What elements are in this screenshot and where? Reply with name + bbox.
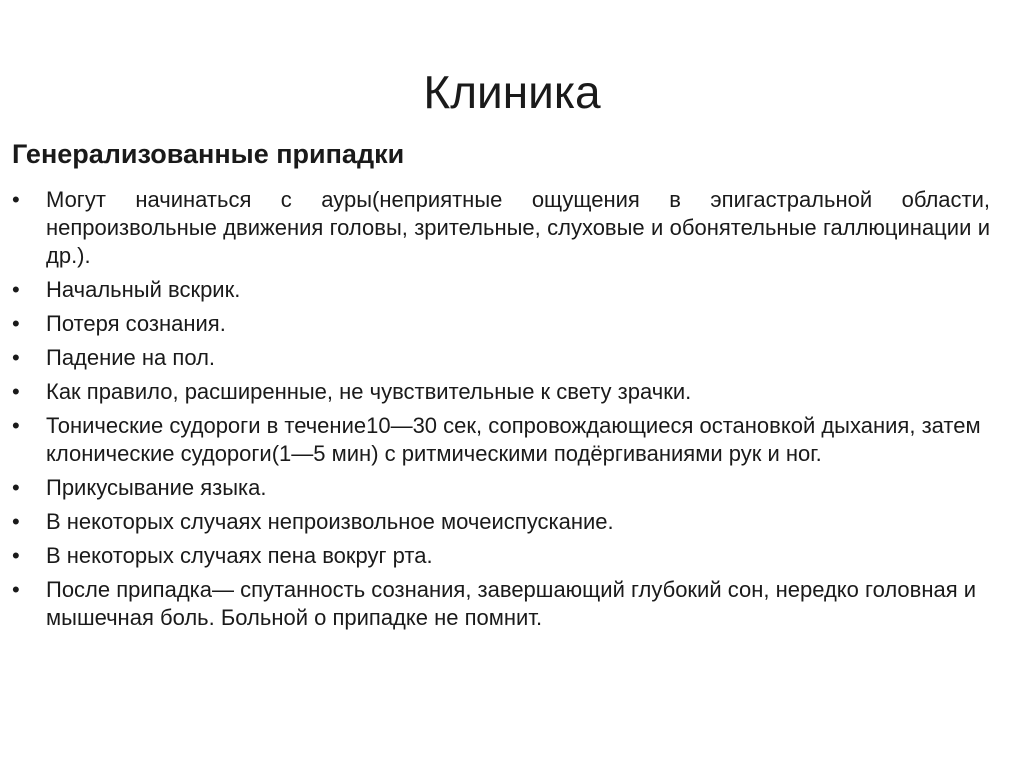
list-item-text: В некоторых случаях непроизвольное мочеиспускание.	[46, 509, 614, 534]
list-item	[12, 310, 990, 338]
list-item-text: После припадка— спутанность сознания, завершающий глубокий сон, нередко головная и мышечная боль. Больной о припадке не помнит.	[46, 577, 977, 630]
bullet-icon: •	[12, 475, 20, 500]
bullet-icon: •	[12, 413, 20, 438]
bullet-icon: •	[12, 311, 20, 336]
list-item	[12, 542, 990, 570]
list-item	[12, 412, 990, 468]
list-item	[12, 276, 990, 304]
list-item	[12, 508, 990, 536]
bullet-icon: •	[12, 509, 20, 534]
slide-title: Клиника	[423, 66, 601, 118]
list-item	[12, 186, 990, 270]
list-item-text: Могут начинаться с ауры(неприятные ощущения в эпигастральной области, непроизвольные движения головы, зрительные, слуховые и обонятельные галлюцинации и др.).	[46, 187, 990, 268]
slide-subtitle: Генерализованные припадки	[12, 139, 405, 169]
list-item	[12, 344, 990, 372]
list-item-text: Прикусывание языка.	[46, 475, 267, 500]
list-item-text: В некоторых случаях пена вокруг рта.	[46, 543, 433, 568]
bullet-icon: •	[12, 187, 20, 212]
bullet-icon: •	[12, 379, 20, 404]
bullet-icon: •	[12, 277, 20, 302]
bullet-list	[12, 186, 990, 638]
list-item-text: Падение на пол.	[46, 345, 216, 370]
bullet-icon: •	[12, 543, 20, 568]
list-item	[12, 576, 990, 632]
list-item	[12, 474, 990, 502]
list-item	[12, 378, 990, 406]
bullet-icon: •	[12, 577, 20, 602]
list-item-text: Тонические судороги в течение10—30 сек, сопровождающиеся остановкой дыхания, затем клонические судороги(1—5 мин) с ритмическими подёргиваниями рук и ног.	[46, 413, 981, 466]
list-item-text: Потеря сознания.	[46, 311, 226, 336]
list-item-text: Как правило, расширенные, не чувствительные к свету зрачки.	[46, 379, 692, 404]
bullet-icon: •	[12, 345, 20, 370]
list-item-text: Начальный вскрик.	[46, 277, 241, 302]
